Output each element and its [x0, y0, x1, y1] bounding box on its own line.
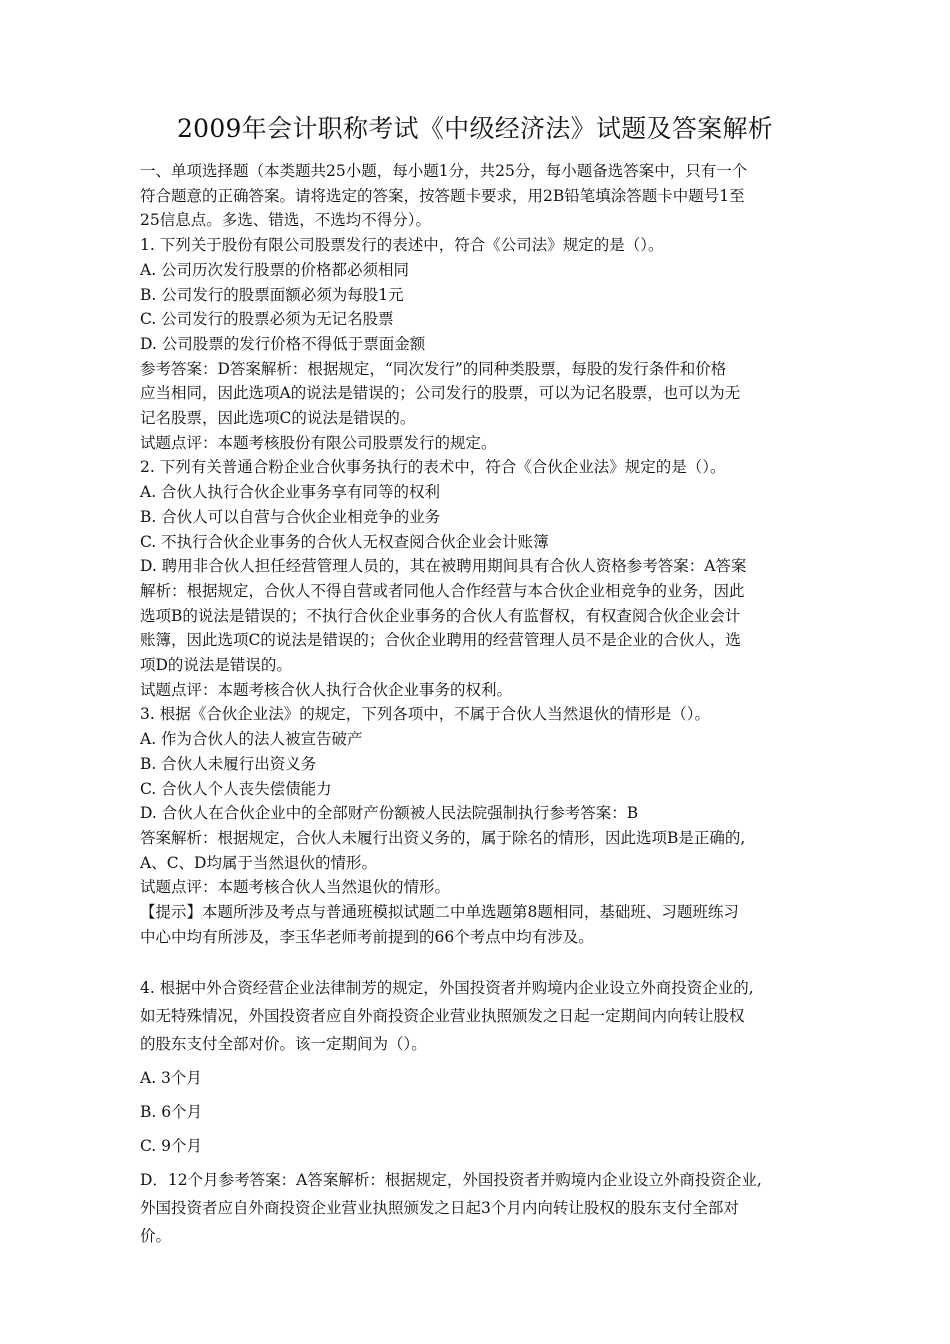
question-3: 3. 根据《合伙企业法》的规定，下列各项中，不属于合伙人当然退伙的情形是（）。: [140, 705, 710, 724]
option-line: D. 聘用非合伙人担任经营管理人员的，其在被聘用期间具有合伙人资格参考答案：A答案: [140, 557, 747, 576]
answer-line: 参考答案：D答案解析：根据规定，“同次发行”的同种类股票，每股的发行条件和价格: [140, 359, 727, 378]
answer-line: D．12个月参考答案：A答案解析：根据规定，外国投资者并购境内企业设立外商投资企业,: [140, 1171, 762, 1190]
option-line: B. 合伙人可以自营与合伙企业相竞争的业务: [140, 507, 441, 526]
option-line: C. 合伙人个人丧失偿债能力: [140, 779, 332, 798]
comment-line: 试题点评：本题考核合伙人当然退伙的情形。: [140, 878, 451, 897]
option-line: A. 合伙人执行合伙企业事务享有同等的权利: [140, 483, 441, 502]
option-line: A. 作为合伙人的法人被宣告破产: [140, 730, 363, 749]
question-1: 1. 下列关于股份有限公司股票发行的表述中，符合《公司法》规定的是（）。: [140, 236, 664, 255]
blank-line: [140, 950, 820, 975]
option-line: C. 9个月: [140, 1137, 203, 1156]
text-line: 的股东支付全部对价。该一定期间为（）。: [140, 1035, 427, 1054]
option-line: A. 3个月: [140, 1069, 202, 1088]
option-line: B. 公司发行的股票面额必须为每股1元: [140, 285, 404, 304]
answer-line: 价。: [140, 1227, 172, 1246]
answer-line: A、C、D均属于当然退伙的情形。: [140, 853, 377, 872]
answer-line: 应当相同，因此选项A的说法是错误的；公司发行的股票，可以为记名股票，也可以为无: [140, 384, 741, 403]
text-line: 25信息点。多选、错选，不选均不得分）。: [140, 211, 431, 230]
option-line: A. 公司历次发行股票的价格都必须相同: [140, 260, 410, 279]
option-line: D. 公司股票的发行价格不得低于票面金额: [140, 334, 426, 353]
document-body: [140, 159, 820, 1250]
option-line: B. 合伙人未履行出资义务: [140, 754, 317, 773]
document-title: 2009年会计职称考试《中级经济法》试题及答案解析: [176, 114, 774, 143]
option-line: C. 不执行合伙企业事务的合伙人无权查阅合伙企业会计账簿: [140, 532, 549, 551]
answer-line: 答案解析：根据规定，合伙人未履行出资义务的，属于除名的情形，因此选项B是正确的,: [140, 828, 746, 847]
answer-line: 项D的说法是错误的。: [140, 656, 292, 675]
answer-line: 解析：根据规定，合伙人不得自营或者同他人合作经营与本合伙企业相竞争的业务，因此: [140, 581, 745, 600]
answer-line: 外国投资者应自外商投资企业营业执照颁发之日起3个月内向转让股权的股东支付全部对: [140, 1199, 739, 1218]
comment-line: 试题点评：本题考核合伙人执行合伙企业事务的权利。: [140, 680, 513, 699]
comment-line: 试题点评：本题考核股份有限公司股票发行的规定。: [140, 433, 497, 452]
question-4: 4. 根据中外合资经营企业法律制芳的规定，外国投资者并购境内企业设立外商投资企业的,: [140, 979, 754, 998]
option-line: C. 公司发行的股票必须为无记名股票: [140, 310, 394, 329]
text-line: 如无特殊情况，外国投资者应自外商投资企业营业执照颁发之日起一定期间内向转让股权: [140, 1007, 745, 1026]
answer-line: 账簿，因此选项C的说法是错误的；合伙企业聘用的经营管理人员不是企业的合伙人，选: [140, 631, 741, 650]
tip-line: 【提示】本题所涉及考点与普通班模拟试题二中单选题第8题相同，基础班、习题班练习: [140, 903, 739, 922]
text-line: 符合题意的正确答案。请将选定的答案，按答题卡要求，用2B铅笔填涂答题卡中题号1至: [140, 186, 745, 205]
option-line: D. 合伙人在合伙企业中的全部财产份额被人民法院强制执行参考答案：B: [140, 804, 639, 823]
text-line: 一、单项选择题（本类题共25小题，每小题1分，共25分，每小题备选答案中，只有一个: [140, 162, 748, 180]
option-line: B. 6个月: [140, 1103, 203, 1122]
answer-line: 记名股票，因此选项C的说法是错误的。: [140, 409, 416, 428]
question-4-block: [140, 974, 820, 1250]
question-2: 2. 下列有关普通合粉企业合伙事务执行的表术中，符合《合伙企业法》规定的是（）。: [140, 458, 726, 477]
answer-line: 选项B的说法是错误的；不执行合伙企业事务的合伙人有监督权，有权查阅合伙企业会计: [140, 606, 741, 625]
tip-line: 中心中均有所涉及，李玉华老师考前提到的66个考点中均有涉及。: [140, 927, 594, 946]
